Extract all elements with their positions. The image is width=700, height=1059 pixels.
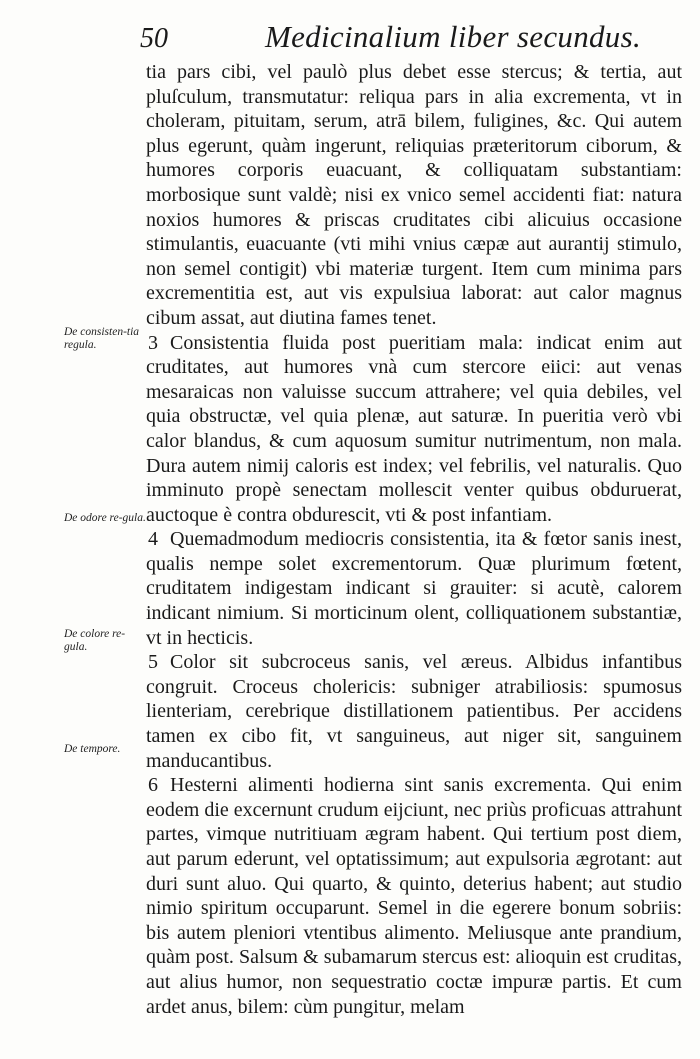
paragraph-3 <box>146 331 682 528</box>
margin-note-colore: De colore re-gula. <box>64 628 126 653</box>
page-number: 50 <box>140 23 168 54</box>
margin-note-tempore: De tempore. <box>64 743 121 755</box>
paragraph-text: Consistentia fluida post pueritiam mala: indicat enim aut cruditates, aut humores vnà cum stercore eiici: aut venas mesaraicas non valuisse succum attrahere; vel quia debiles, vel quia obstructæ, vel quia plenæ, aut saturæ. In pueritia verò vbi calor blandus, & cum aquosum sumitur nutrimentum, non mala. Dura autem nimij caloris est index; vel febrilis, vel naturalis. Quo imminuto propè senectam mollescit venter quibus obduruerat, auctoque è contra obdurescit, vti & post infantiam. <box>146 331 682 526</box>
paragraph-number: 6 <box>148 774 158 797</box>
paragraph-text: Hesterni alimenti hodierna sint sanis excrementa. Qui enim eodem die excernunt crudum eijciunt, nec priùs proficuas attrahunt partes, vimque nutritiuam ægram habent. Qui tertium post diem, aut parum ederunt, vel optatissimum; aut expulsoria ægrotant: aut duri sunt aluo. Qui quarto, & quinto, deterius habent; aut studio nimio spiritum occuparunt. Semel in die egerere bonum sobriis: bis autem pleniori vtentibus alimento. Meliusque ante prandium, quàm post. Salsum & subamarum stercus est: alioquin est cruditas, aut alius humor, non sequestratio coctæ impuræ partis. Et cum ardet anus, bilem: cùm pungitur, melam <box>146 774 682 1018</box>
paragraph-number: 5 <box>148 651 158 674</box>
paragraph-text: Color sit subcroceus sanis, vel æreus. Albidus infantibus congruit. Croceus cholericis: subniger atrabiliosis: spumosus lienteriam, cerebrique distillationem patientibus. Per accidens tamen ex cibo fit, vt sanguineus, aut niger sit, sanguinem manducantibus. <box>146 651 682 772</box>
margin-note-odore: De odore re-gula. <box>64 512 146 524</box>
paragraph-number: 4 <box>148 528 158 551</box>
paragraph-continued <box>146 60 682 331</box>
margin-note-consistentia: De consisten-tia regula. <box>64 326 140 351</box>
paragraph-6 <box>146 773 682 1019</box>
running-head: Medicinalium liber secundus. <box>265 19 642 54</box>
body-text <box>146 60 682 1019</box>
page-header <box>0 20 700 54</box>
paragraph-4 <box>146 527 682 650</box>
paragraph-text: Quemadmodum mediocris consistentia, ita & fœtor sanis inest, qualis nempe solet excrementorum. Quæ plurimum fœtent, cruditatem indigestam indicant si grauiter: si acutè, calorem indicant nimium. Si morticinum olent, colliquationem substantiæ, vt in hecticis. <box>146 528 682 649</box>
paragraph-5 <box>146 650 682 773</box>
paragraph-text: tia pars cibi, vel paulò plus debet esse stercus; & tertia, aut pluſculum, transmutatur: reliqua pars in alia excrementa, vt in choleram, pituitam, serum, atrā bilem, fuligines, &c. Qui autem plus egerunt, quàm ingerunt, reliquias præteritorum ciborum, & humores corporis euacuant, & colliquatam substantiam: morbosique sunt valdè; nisi ex vnico semel accidenti fiat: natura noxios humores & priscas cruditates cibi alicuius occasione stimulantis, euacuante (vti mihi vnius cæpæ aut aurantij stimulo, non semel contigit) vbi materiæ turgent. Item cum minima pars excrementitia est, aut vis expulsiua laborat: aut calor magnus cibum assat, aut diutina fames tenet. <box>146 61 682 329</box>
paragraph-number: 3 <box>148 331 158 354</box>
